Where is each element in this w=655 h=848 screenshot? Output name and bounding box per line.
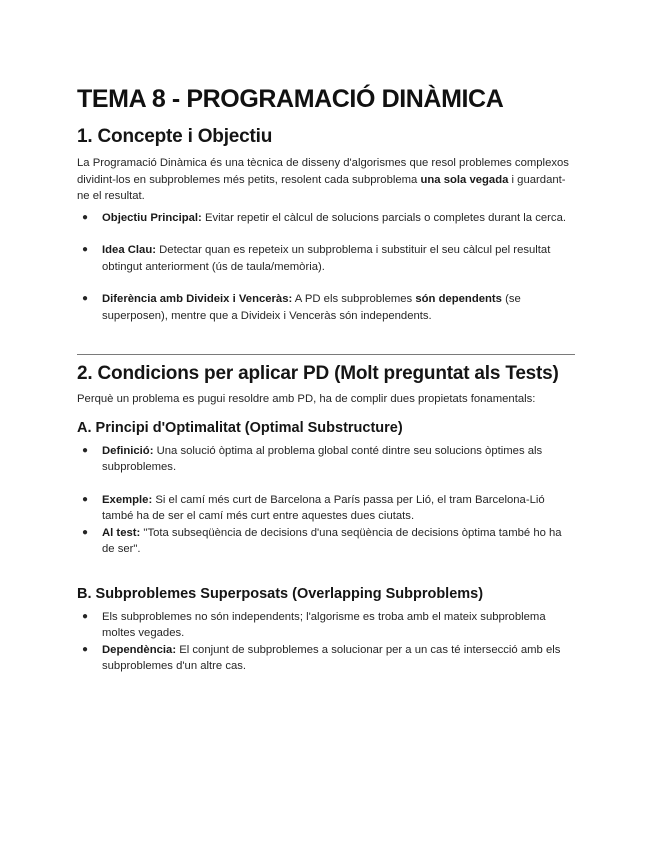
list-item: ● Definició: Una solució òptima al problema global conté dintre seu solucions òptimes als subproblemes. bbox=[82, 444, 543, 473]
document-page bbox=[77, 82, 577, 675]
section-intro-conditions: Perquè un problema es pugui resoldre amb PD, ha de complir dues propietats fonamentals: bbox=[77, 393, 536, 405]
bullet-icon: ● bbox=[82, 211, 89, 223]
list-item: ● Els subproblemes no són independents; l'algorisme es troba amb el mateix subproblema moltes vegades. bbox=[82, 610, 546, 639]
section-heading-conditions: 2. Condicions per aplicar PD (Molt preguntat als Tests) bbox=[77, 363, 559, 384]
list-item: ● Idea Clau: Detectar quan es repeteix un subproblema i substituir el seu càlcul pel resultat obtingut anteriorment (ús de taula/memòria). bbox=[82, 244, 551, 273]
section-heading-concept: 1. Concepte i Objectiu bbox=[77, 126, 273, 147]
optimality-bullet-list bbox=[77, 443, 577, 558]
overlapping-bullet-list bbox=[77, 609, 577, 675]
concept-bullet-list bbox=[77, 210, 577, 325]
list-item: ● Objectiu Principal: Evitar repetir el càlcul de solucions parcials o completes durant la cerca. bbox=[77, 210, 577, 227]
subsection-heading-optimality: A. Principi d'Optimalitat (Optimal Substructure) bbox=[77, 419, 403, 436]
bullet-icon: ● bbox=[82, 526, 89, 538]
list-item: ● Dependència: El conjunt de subproblemes a solucionar per a un cas té intersecció amb els subproblemes d'un altre cas. bbox=[82, 643, 561, 672]
list-item: ● Diferència amb Divideix i Venceràs: A PD els subproblemes són dependents (se superposen), mentre que a Divideix i Venceràs són independents. bbox=[82, 293, 521, 322]
bullet-icon: ● bbox=[82, 610, 89, 622]
page-title: TEMA 8 - PROGRAMACIÓ DINÀMICA bbox=[77, 85, 504, 113]
list-item: ● Exemple: Si el camí més curt de Barcelona a París passa per Lió, el tram Barcelona-Lió també ha de ser el camí més curt entre aquestes dues ciutats. bbox=[82, 493, 545, 522]
horizontal-divider bbox=[77, 354, 575, 355]
bullet-icon: ● bbox=[82, 493, 89, 505]
section-intro-concept: La Programació Dinàmica és una tècnica de disseny d'algorismes que resol problemes complexos dividint-los en subproblemes més petits, resolent cada subproblema una sola vegada i guardant-ne el resultat. bbox=[77, 157, 569, 202]
bullet-icon: ● bbox=[82, 293, 89, 304]
bullet-icon: ● bbox=[82, 643, 89, 655]
bullet-icon: ● bbox=[82, 444, 89, 456]
list-item: ● Al test: "Tota subseqüència de decisions d'una seqüència de decisions òptima també ho ha de ser". bbox=[82, 526, 562, 555]
subsection-heading-overlapping: B. Subproblemes Superposats (Overlapping Subproblems) bbox=[77, 585, 484, 602]
bullet-icon: ● bbox=[82, 244, 89, 255]
